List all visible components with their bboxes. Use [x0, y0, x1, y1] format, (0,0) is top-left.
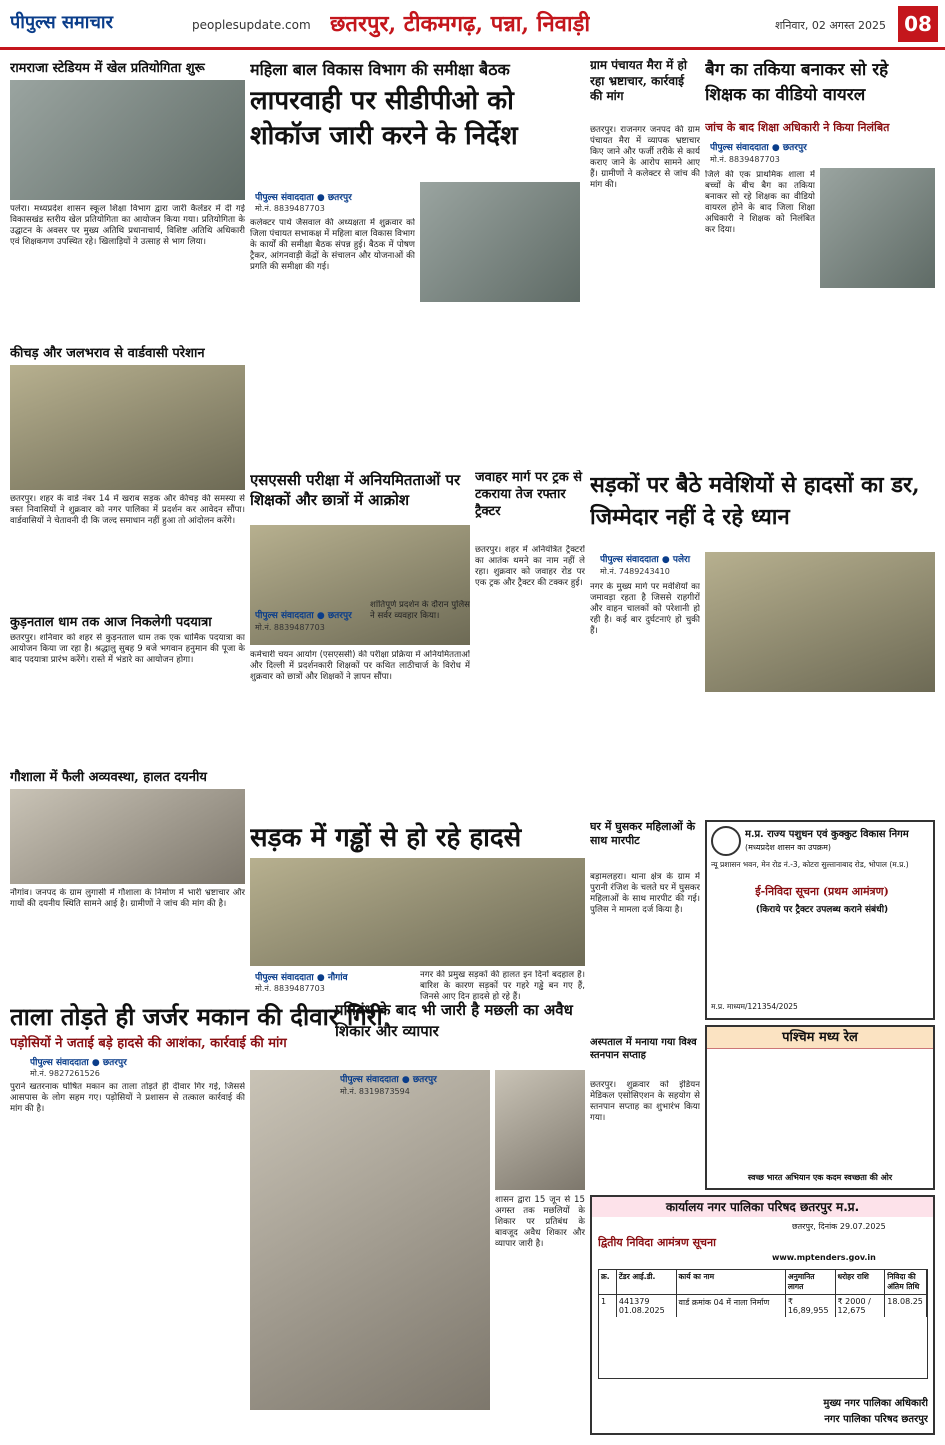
story10-byline: पीपुल्स संवाददाता ● छतरपुर [340, 1075, 437, 1085]
website-url[interactable]: peoplesupdate.com [192, 18, 311, 32]
story10-body: शासन द्वारा 15 जून से 15 अगस्त तक मछलियों के शिकार पर प्रतिबंध के बावजूद अवैध शिकार और व्यापार जारी है। [495, 1195, 585, 1249]
story8-headline: जवाहर मार्ग पर ट्रक से टकराया तेज रफ्तार ट्रैक्टर [475, 470, 583, 519]
story7-mobile: मो.नं. 8839487703 [255, 623, 325, 632]
story8-body: छतरपुर। शहर में अनियंत्रित ट्रैक्टरों का आतंक थमने का नाम नहीं ले रहा। शुक्रवार को जवाहर रोड पर एक ट्रक और ट्रैक्टर की टक्कर हुई। [475, 545, 585, 588]
ad3-sign: मुख्य नगर पालिका अधिकारी [823, 1398, 928, 1409]
railway-ad [705, 1025, 935, 1190]
story15-body: छतरपुर। शुक्रवार को इंडियन मेडिकल एसोसिएशन के सहयोग से स्तनपान सप्ताह का शुभारंभ किया गया। [590, 1080, 700, 1123]
story5-body: पुराने खतरनाक घोषित मकान का ताला तोड़ते ही दीवार गिर गई, जिससे आसपास के लोग सहम गए। पड़ोसियों ने प्रशासन से तत्काल कार्रवाई की मांग की है। [10, 1082, 245, 1114]
ad1-title: म.प्र. राज्य पशुधन एवं कुक्कुट विकास निगम [745, 829, 909, 840]
story12-headline: बैग का तकिया बनाकर सो रहे शिक्षक का वीडियो वायरल [705, 60, 889, 105]
story6-photo [420, 182, 580, 302]
story12-byline: पीपुल्स संवाददाता ● छतरपुर [710, 143, 807, 153]
story12-body: जिले की एक प्राथमिक शाला में बच्चों के बीच बैग का तकिया बनाकर सो रहे शिक्षक का वीडियो वायरल होने के बाद जिला शिक्षा अधिकारी ने शिक्षक को निलंबित कर दिया। [705, 170, 815, 235]
ad2-footer: स्वच्छ भारत अभियान एक कदम स्वच्छता की ओर [747, 1173, 893, 1182]
story10-photo [495, 1070, 585, 1190]
story5-subhead: पड़ोसियों ने जताई बड़े हादसे की आशंका, कार्रवाई की मांग [10, 1036, 287, 1051]
ad3-cell: ₹ 2000 / 12,675 [836, 1295, 886, 1317]
ad3-title: कार्यालय नगर पालिका परिषद छतरपुर म.प्र. [592, 1197, 933, 1217]
story9-byline: पीपुल्स संवाददाता ● नौगांव [255, 973, 348, 983]
ad3-header-cell: अनुमानित लागत [786, 1270, 836, 1294]
story6-kicker: महिला बाल विकास विभाग की समीक्षा बैठक [250, 60, 510, 79]
story12-photo [820, 168, 935, 288]
issue-date: शनिवार, 02 अगस्त 2025 [775, 19, 887, 32]
story1-body: पलेरा। मध्यप्रदेश शासन स्कूल शिक्षा विभाग द्वारा जारी कैलेंडर में दी गई विकासखंड स्तरीय खेल प्रतियोगिता का आयोजन किया गया। प्रतियोगिता के उद्घाटन के अवसर पर मुख्य अतिथि प्रधानाचार्य, विशिष्ट अतिथि अधिकारी एवं शिक्षकगण उपस्थित रहे। खिलाड़ियों ने उत्साह से भाग लिया। [10, 204, 245, 247]
story3-body: छतरपुर। शनिवार को शहर से कुड़नताल धाम तक एक धार्मिक पदयात्रा का आयोजन किया जा रहा है। श्रद्धालु सुबह 9 बजे भगवान हनुमान की पूजा के बाद पदयात्रा प्रारंभ करेंगे। रास्ते में भंडारे का आयोजन होगा। [10, 633, 245, 665]
ad3-cell: 441379 01.08.2025 [617, 1295, 677, 1317]
story11-body: छतरपुर। राजनगर जनपद की ग्राम पंचायत मैरा में व्यापक भ्रष्टाचार किए जाने और फर्जी तरीके से कार्य कराए जाने के आरोप सामने आए हैं। ग्रामीणों ने कलेक्टर से जांच की मांग की। [590, 125, 700, 190]
ad2-body [711, 1053, 929, 1163]
story13-mobile: मो.नं. 7489243410 [600, 567, 670, 576]
ad3-header-cell: धरोहर राशि [836, 1270, 886, 1294]
story7-byline: पीपुल्स संवाददाता ● छतरपुर [255, 611, 352, 621]
story2-headline: कीचड़ और जलभराव से वार्डवासी परेशान [10, 346, 205, 361]
story15-headline: अस्पताल में मनाया गया विश्व स्तनपान सप्ताह [590, 1037, 697, 1061]
story1-headline: रामराजा स्टेडियम में खेल प्रतियोगिता शुरू [10, 61, 205, 76]
ad3-header-cell: कार्य का नाम [677, 1270, 786, 1294]
ad3-notice: द्वितीय निविदा आमंत्रण सूचना [598, 1236, 716, 1249]
story6-headline: लापरवाही पर सीडीपीओ को शोकॉज जारी करने के निर्देश [250, 86, 518, 152]
story2-photo [10, 365, 245, 490]
ad3-cell: 18.08.25 [885, 1295, 927, 1317]
story1-photo [10, 80, 245, 200]
story9-body: नगर की प्रमुख सड़कों की हालत इन दिनों बदहाल है। बारिश के कारण सड़कों पर गहरे गड्ढे बन गए हैं, जिनसे आए दिन हादसे हो रहे हैं। [420, 970, 585, 1002]
story10-headline: प्रतिबंध के बाद भी जारी है मछली का अवैध शिकार और व्यापार [335, 1001, 573, 1040]
story9-headline: सड़क में गड्ढों से हो रहे हादसे [250, 823, 522, 853]
ad1-subject: (किराये पर ट्रैक्टर उपलब्ध कराने संबंधी) [755, 905, 889, 915]
ad3-table-header [599, 1270, 927, 1295]
story4-photo [10, 789, 245, 884]
page-number: 08 [898, 6, 938, 42]
story7-body: कर्मचारी चयन आयोग (एसएससी) की परीक्षा प्रक्रिया में अनियमितताओं और दिल्ली में प्रदर्शनकारी शिक्षकों पर कथित लाठीचार्ज के विरोध में शुक्रवार को छात्रों और शिक्षकों ने ज्ञापन सौंपा। [250, 650, 470, 682]
ad1-sub: (मध्यप्रदेश शासन का उपक्रम) [745, 843, 831, 852]
story9-mobile: मो.नं. 8839487703 [255, 984, 325, 993]
ad3-cell: वार्ड क्रमांक 04 में नाला निर्माण [677, 1295, 786, 1317]
ad1-footer: म.प्र. माध्यम/121354/2025 [711, 1002, 798, 1011]
ad3-header-cell: टेंडर आई.डी. [617, 1270, 677, 1294]
story5-byline: पीपुल्स संवाददाता ● छतरपुर [30, 1058, 127, 1068]
story6-body-cont [420, 306, 580, 463]
story10-mobile: मो.नं. 8319873594 [340, 1087, 410, 1096]
ad3-ref: छतरपुर, दिनांक 29.07.2025 [792, 1222, 886, 1231]
ad1-logo-icon [711, 826, 741, 856]
edition-title: छतरपुर, टीकमगढ़, पन्ना, निवाड़ी [330, 11, 591, 37]
masthead [0, 0, 945, 50]
ad3-table-row [599, 1295, 927, 1317]
story4-body: नौगांव। जनपद के ग्राम लुगासी में गौशाला के निर्माण में भारी भ्रष्टाचार और गायों की दयनीय स्थिति सामने आई है। ग्रामीणों ने जांच की मांग की है। [10, 888, 245, 909]
story9-photo [250, 858, 585, 966]
story6-byline: पीपुल्स संवाददाता ● छतरपुर [255, 193, 352, 203]
story6-body: कलेक्टर पार्थ जैसवाल की अध्यक्षता में शुक्रवार को जिला पंचायत सभाकक्ष में महिला बाल विकास विभाग के कार्यों की समीक्षा बैठक संपन्न हुई। बैठक में पोषण ट्रैकर, आंगनवाड़ी केंद्रों के संचालन और योजनाओं की प्रगति की समीक्षा की गई। [250, 218, 415, 272]
story14-body: बड़ामलहरा। थाना क्षेत्र के ग्राम में पुरानी रंजिश के चलते घर में घुसकर महिलाओं के साथ मारपीट की गई। पुलिस ने मामला दर्ज किया है। [590, 872, 700, 915]
story13-headline: सड़कों पर बैठे मवेशियों से हादसों का डर, जिम्मेदार नहीं दे रहे ध्यान [590, 472, 920, 530]
story5-headline: ताला तोड़ते ही जर्जर मकान की दीवार गिरी [10, 1002, 383, 1031]
ad1-address: न्यू प्रशासन भवन, मेन रोड नं.-3, कोटरा सुल्तानाबाद रोड, भोपाल (म.प्र.) [711, 860, 909, 869]
story13-photo [705, 552, 935, 692]
story7-caption: शांतिपूर्ण प्रदर्शन के दौरान पुलिस ने सर्वर व्यवहार किया। [370, 600, 470, 621]
story5-mobile: मो.नं. 9827261526 [30, 1069, 100, 1078]
municipal-tender-ad [590, 1195, 935, 1435]
ad1-notice: ई-निविदा सूचना (प्रथम आमंत्रण) [755, 885, 889, 898]
ad3-cell: ₹ 16,89,955 [786, 1295, 836, 1317]
story13-body: नगर के मुख्य मार्ग पर मवेशियों का जमावड़ा रहता है जिससे राहगीरों और वाहन चालकों को परेशानी हो रही है। कई बार दुर्घटनाएं हो चुकी हैं। [590, 582, 700, 636]
ad3-sign2: नगर पालिका परिषद छतरपुर [824, 1414, 928, 1425]
story5-photo [250, 1070, 490, 1410]
ad3-table [598, 1269, 928, 1379]
ad3-header-cell: क्र. [599, 1270, 617, 1294]
newspaper-logo: पीपुल्स समाचार [10, 10, 190, 40]
ad2-title: पश्चिम मध्य रेल [707, 1027, 933, 1049]
story2-body: छतरपुर। शहर के वार्ड नंबर 14 में खराब सड़क और कीचड़ की समस्या से त्रस्त निवासियों ने शुक्रवार को नगर पालिका में प्रदर्शन कर आवेदन सौंपा। वार्डवासियों ने चेतावनी दी कि जल्द समाधान नहीं हुआ तो आंदोलन करेंगे। [10, 494, 245, 526]
story7-headline: एसएससी परीक्षा में अनियमितताओं पर शिक्षकों और छात्रों में आक्रोश [250, 471, 461, 510]
ad3-table-body [599, 1295, 927, 1317]
ad3-site[interactable]: www.mptenders.gov.in [772, 1253, 876, 1262]
story13-byline: पीपुल्स संवाददाता ● पलेरा [600, 555, 691, 565]
story12-mobile: मो.नं. 8839487703 [710, 155, 780, 164]
story4-headline: गौशाला में फैली अव्यवस्था, हालत दयनीय [10, 770, 207, 785]
story11-headline: ग्राम पंचायत मैरा में हो रहा भ्रष्टाचार, कार्रवाई की मांग [590, 58, 687, 104]
ad1-body [711, 918, 933, 998]
story6-mobile: मो.नं. 8839487703 [255, 204, 325, 213]
story14-headline: घर में घुसकर महिलाओं के साथ मारपीट [590, 820, 696, 848]
ad3-cell: 1 [599, 1295, 617, 1317]
story12-subhead: जांच के बाद शिक्षा अधिकारी ने किया निलंबित [705, 121, 890, 134]
story3-headline: कुड़नताल धाम तक आज निकलेगी पदयात्रा [10, 615, 212, 630]
ad3-header-cell: निविदा की अंतिम तिथि [885, 1270, 927, 1294]
livestock-tender-ad [705, 820, 935, 1020]
